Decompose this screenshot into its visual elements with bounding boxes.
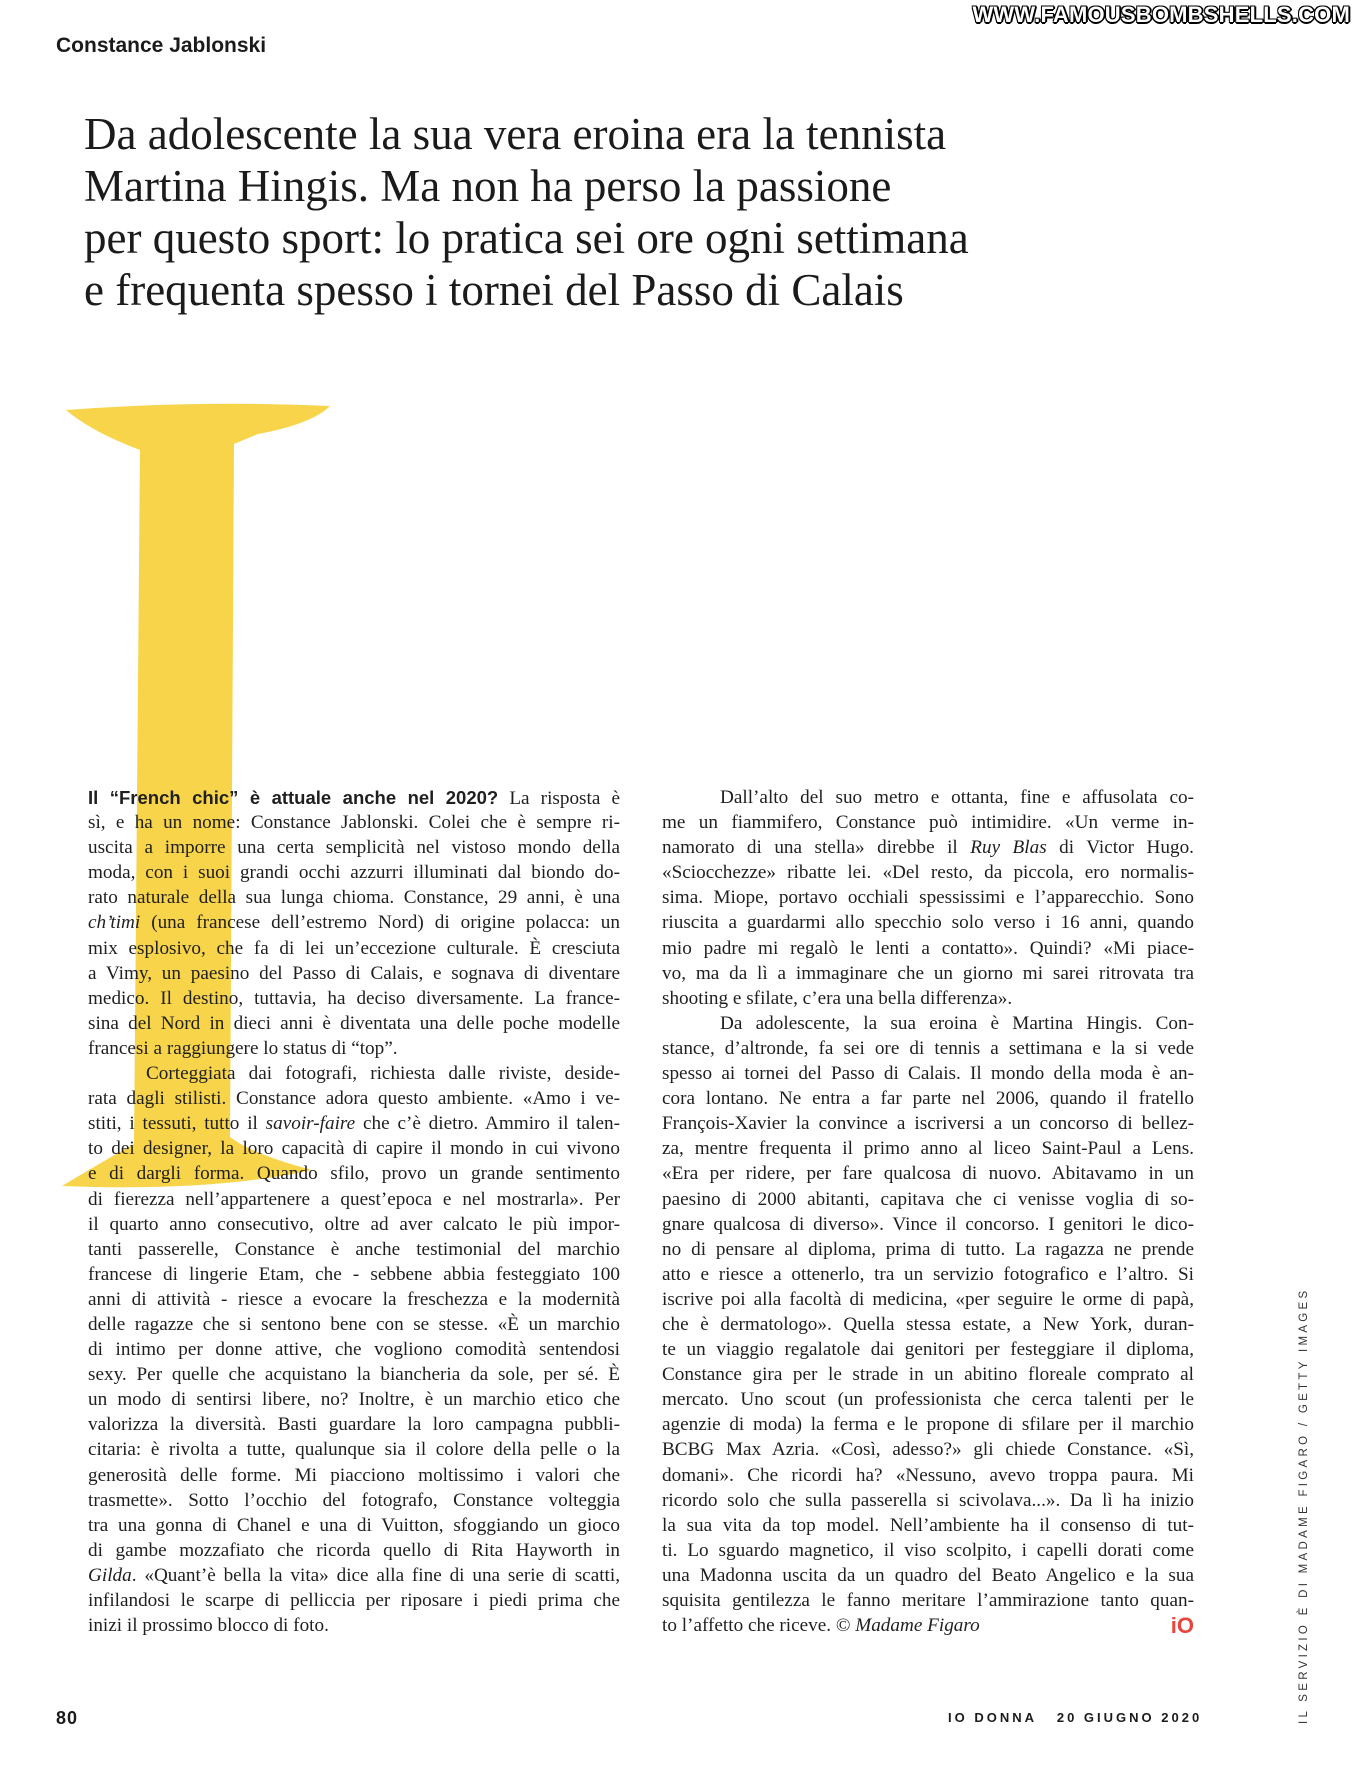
text-line: il quarto anno consecutivo, oltre ad aver calcato le più impor-: [88, 1213, 620, 1235]
text-fragment: Ruy Blas: [970, 837, 1047, 859]
text-line: «Sciocchezze» ribatte lei. «Del resto, da piccola, ero normalis-: [662, 862, 1194, 884]
text-line: François-Xavier la convince a iscriversi a un concorso di bellez-: [662, 1113, 1194, 1135]
text-line: atto e riesce a ottenerlo, tra un servizio fotografico e l’altro. Si: [662, 1263, 1194, 1285]
lead-in: Il “French chic” è attuale anche nel 2020?: [88, 787, 499, 808]
text-line: te un viaggio regalatole dai genitori per festeggiare il diploma,: [662, 1339, 1194, 1361]
text-fragment: to l’affetto che riceve. ©: [662, 1615, 856, 1637]
text-line: inizi il prossimo blocco di foto.: [88, 1615, 329, 1637]
text-line: ti. Lo sguardo magnetico, il viso scolpito, i capelli dorati come: [662, 1539, 1194, 1561]
text-line: mix esplosivo, che fa di lei un’eccezione culturale. È cresciuta: [88, 937, 620, 959]
text-line: di intimo per donne attive, che vogliono comodità sentendosi: [88, 1339, 620, 1361]
text-line: za, mentre frequenta il primo anno al liceo Saint-Paul a Lens.: [662, 1138, 1194, 1160]
text-line: di gambe mozzafiato che ricorda quello di Rita Hayworth in: [88, 1539, 620, 1561]
text-line: paesino di 2000 abitanti, capitava che ci venisse voglia di so-: [662, 1188, 1194, 1210]
text-line: cora lontano. Ne entra a far parte nel 2006, quando il fratello: [662, 1088, 1194, 1110]
issue-date: 20 GIUGNO 2020: [1056, 1710, 1203, 1725]
text-line: [88, 910, 620, 935]
text-line: di fierezza nell’appartenere a quest’epoca e nel mostrarla». Per: [88, 1188, 620, 1210]
page-number: 80: [56, 1708, 79, 1728]
text-line: gnare qualcosa di diverso». Vince il concorso. I genitori le dico-: [662, 1213, 1194, 1235]
text-line: riuscita a guardarmi allo specchio solo verso i 16 anni, quando: [662, 912, 1194, 934]
watermark: WWW.FAMOUSBOMBSHELLS.COM: [972, 2, 1350, 27]
text-line: anni di attività - riesce a evocare la freschezza e la modernità: [88, 1288, 620, 1310]
text-line: Da adolescente, la sua eroina è Martina Hingis. Con-: [720, 1012, 1194, 1034]
text-line: tra una gonna di Chanel e una di Vuitton, sfoggiando un gioco: [88, 1514, 620, 1536]
text-line: [88, 785, 620, 810]
standfirst-line: Da adolescente la sua vera eroina era la tennista: [84, 109, 947, 159]
text-line: una Madonna uscita da un quadro del Beato Angelico e la sua: [662, 1564, 1194, 1586]
text-line: che è dermatologo». Quella stessa estate, a New York, duran-: [662, 1313, 1194, 1335]
text-fragment: La risposta è: [498, 788, 620, 809]
text-line: valorizza la diversità. Basti guardare la loro campagna pubbli-: [88, 1414, 620, 1436]
text-line: francese di lingerie Etam, che - sebbene abbia festeggiato 100: [88, 1263, 620, 1285]
text-line: uscita a imporre una certa semplicità nel vistoso mondo della: [88, 837, 620, 859]
text-line: Constance gira per le strade in un abitino floreale comprato al: [662, 1364, 1194, 1386]
text-line: mio padre mi regalò le lenti a contatto». Quindi? «Mi piace-: [662, 937, 1194, 959]
text-line: to dei designer, la loro capacità di capire il mondo in cui vivono: [88, 1138, 620, 1160]
text-line: vo, ma da lì a immaginare che un giorno mi sarei ritrovata tra: [662, 962, 1194, 984]
text-line: [662, 835, 1194, 860]
io-end-mark: iO: [1170, 1613, 1194, 1639]
text-line: moda, con i suoi grandi occhi azzurri illuminati dal biondo do-: [88, 862, 620, 884]
text-fragment: . «Quant’è bella la vita» dice alla fine di una serie di scatti,: [131, 1564, 620, 1586]
text-fragment: Gilda: [88, 1564, 132, 1586]
text-line: sì, e ha un nome: Constance Jablonski. Colei che è sempre ri-: [88, 812, 620, 834]
article-column-left: [88, 785, 620, 1638]
article-column-right: [662, 785, 1194, 1638]
text-line: francesi a raggiungere lo status di “top”.: [88, 1037, 398, 1059]
standfirst-line: per questo sport: lo pratica sei ore ogni settimana: [84, 213, 969, 263]
text-line: [88, 1563, 620, 1588]
text-line: Corteggiata dai fotografi, richiesta dalle riviste, deside-: [146, 1063, 620, 1085]
standfirst-line: e frequenta spesso i tornei del Passo di Calais: [84, 265, 904, 315]
text-line: infilandosi le scarpe di pelliccia per riposare i piedi prima che: [88, 1590, 620, 1611]
text-line: me un fiammifero, Constance può intimidire. «Un verme in-: [662, 812, 1194, 834]
text-fragment: ch’timi: [88, 912, 141, 934]
text-fragment: (una francese dell’estremo Nord) di origine polacca: un: [140, 912, 620, 934]
text-line: e di dargli forma. Quando sfilo, provo un grande sentimento: [88, 1163, 620, 1185]
text-line: delle ragazze che si sentono bene con se stesse. «È un marchio: [88, 1313, 620, 1335]
text-fragment: di Victor Hugo.: [1046, 837, 1194, 859]
text-line: spesso ai tornei del Passo di Calais. Il mondo della moda è an-: [662, 1063, 1194, 1085]
text-line: un modo di sentirsi libere, no? Inoltre, è un marchio etico che: [88, 1389, 620, 1411]
text-line: sina del Nord in dieci anni è diventata una delle poche modelle: [88, 1012, 620, 1034]
text-line: generosità delle forme. Mi piacciono moltissimo i valori che: [88, 1464, 620, 1486]
text-line: iscrive poi alla facoltà di medicina, «per seguire le orme di papà,: [662, 1288, 1194, 1310]
text-fragment: savoir-faire: [265, 1113, 356, 1135]
running-head: Constance Jablonski: [56, 34, 267, 57]
text-line: citaria: è rivolta a tutte, qualunque sia il colore della pelle o la: [88, 1439, 620, 1461]
text-line: la sua vita da top model. Nell’ambiente ha il consenso di tut-: [662, 1514, 1194, 1536]
text-line: domani». Che ricordi ha? «Nessuno, avevo troppa paura. Mi: [662, 1464, 1194, 1486]
standfirst-line: Martina Hingis. Ma non ha perso la passione: [84, 161, 892, 211]
text-line: no di pensare al diploma, prima di tutto. La ragazza ne prende: [662, 1238, 1194, 1260]
text-line: stance, d’altronde, fa sei ore di tennis a settimana e la si vede: [662, 1037, 1194, 1059]
text-line: agenzie di moda) la ferma e le propone di sfilare per il marchio: [662, 1414, 1194, 1436]
text-line: rata dagli stilisti. Constance adora questo ambiente. «Amo i ve-: [88, 1088, 620, 1110]
text-line: mercato. Uno scout (un professionista che cerca talenti per le: [662, 1389, 1194, 1411]
text-line: squisita gentilezza le fanno meritare l’ammirazione tanto quan-: [662, 1590, 1194, 1611]
text-line: shooting e sfilate, c’era una bella differenza».: [662, 987, 1013, 1009]
magazine-name: IO DONNA: [948, 1710, 1037, 1725]
text-line: medico. Il destino, tuttavia, ha deciso diversamente. La france-: [88, 987, 620, 1009]
text-line: ricordo solo che sulla passerella si scivolava...». Da lì ha inizio: [662, 1489, 1194, 1511]
text-line: tanti passerelle, Constance è anche testimonial del marchio: [88, 1238, 620, 1260]
photo-credit: IL SERVIZIO È DI MADAME FIGARO / GETTY IMAGES: [1298, 1287, 1310, 1724]
text-line: rato naturale della sua lunga chioma. Constance, 29 anni, è una: [88, 887, 620, 909]
text-line: «Era per ridere, per fare qualcosa di nuovo. Abitavamo in un: [662, 1163, 1194, 1185]
text-line: [88, 1111, 620, 1136]
text-fragment: namorato di una stella» direbbe il: [662, 837, 971, 859]
text-fragment: che c’è dietro. Ammiro il talen-: [355, 1113, 620, 1135]
text-line: a Vimy, un paesino del Passo di Calais, e sognava di diventare: [88, 962, 620, 984]
text-line: Dall’alto del suo metro e ottanta, fine e affusolata co-: [720, 787, 1194, 808]
text-line: sexy. Per quelle che acquistano la biancheria da sole, per sé. È: [88, 1364, 620, 1386]
text-line: sima. Miope, portavo occhiali spessissimi e l’apparecchio. Sono: [662, 887, 1194, 909]
text-fragment: stiti, i tessuti, tutto il: [88, 1113, 266, 1135]
standfirst: [84, 108, 1204, 316]
text-line: trasmette». Sotto l’occhio del fotografo, Constance volteggia: [88, 1489, 620, 1511]
footer-issue: [948, 1710, 1202, 1725]
text-line: BCBG Max Azria. «Così, adesso?» gli chiede Constance. «Sì,: [662, 1439, 1194, 1461]
text-line: [662, 1613, 1194, 1638]
text-fragment: Madame Figaro: [855, 1615, 980, 1637]
